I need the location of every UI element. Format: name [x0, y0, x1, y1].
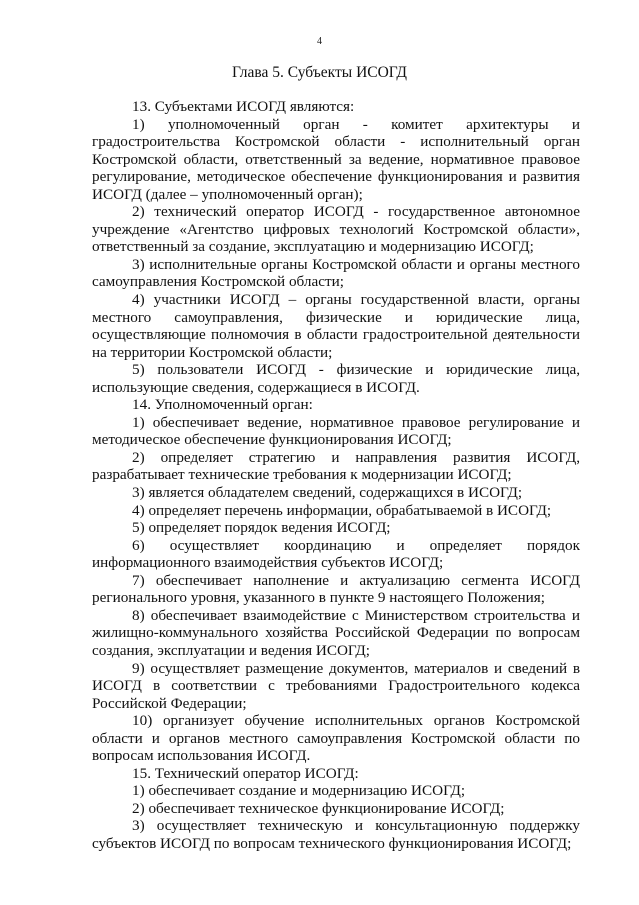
page-number: 4 — [317, 36, 322, 47]
paragraph: 14. Уполномоченный орган: — [132, 396, 313, 414]
paragraph: 10) организует обучение исполнительных органов Костромской области и органов местного самоуправления Костромской области по вопросам использования ИСОГД. — [92, 712, 580, 765]
paragraph: 9) осуществляет размещение документов, материалов и сведений в ИСОГД в соответствии с требованиями Градостроительного кодекса Российской Федерации; — [92, 659, 580, 712]
paragraph: 4) участники ИСОГД – органы государственной власти, органы местного самоуправления, физические и юридические лица, осуществляющие полномочия в области градостроительной деятельности на территории Костромской области; — [92, 291, 580, 361]
paragraph: 1) уполномоченный орган - комитет архитектуры и градостроительства Костромской области - исполнительный орган Костромской области, ответственный за ведение, нормативное правовое регулирование, методическое обеспечение функционирования и развития ИСОГД (далее – уполномоченный орган); — [92, 115, 580, 203]
paragraph: 3) является обладателем сведений, содержащихся в ИСОГД; — [132, 484, 523, 502]
paragraph: 3) исполнительные органы Костромской области и органы местного самоуправления Костромской области; — [92, 255, 580, 291]
paragraph: 8) обеспечивает взаимодействие с Министерством строительства и жилищно-коммунального хозяйства Российской Федерации по вопросам создания, эксплуатации и ведения ИСОГД; — [92, 606, 580, 659]
paragraph: 2) обеспечивает техническое функционирование ИСОГД; — [132, 799, 505, 817]
chapter-title: Глава 5. Субъекты ИСОГД — [232, 64, 407, 81]
paragraph: 2) определяет стратегию и направления развития ИСОГД, разрабатывает технические требования к модернизации ИСОГД; — [92, 448, 580, 484]
paragraph: 15. Технический оператор ИСОГД: — [132, 764, 359, 782]
paragraph: 6) осуществляет координацию и определяет порядок информационного взаимодействия субъектов ИСОГД; — [92, 536, 580, 572]
document-body — [92, 98, 580, 853]
paragraph: 1) обеспечивает ведение, нормативное правовое регулирование и методическое обеспечение функционирования ИСОГД; — [92, 413, 580, 449]
paragraph: 7) обеспечивает наполнение и актуализацию сегмента ИСОГД регионального уровня, указанного в пункте 9 настоящего Положения; — [92, 571, 580, 607]
paragraph: 13. Субъектами ИСОГД являются: — [132, 98, 355, 115]
paragraph: 3) осуществляет техническую и консультационную поддержку субъектов ИСОГД по вопросам технического функционирования ИСОГД; — [92, 817, 580, 852]
paragraph: 1) обеспечивает создание и модернизацию ИСОГД; — [132, 782, 466, 800]
paragraph: 5) пользователи ИСОГД - физические и юридические лица, использующие сведения, содержащиеся в ИСОГД. — [92, 361, 580, 396]
paragraph: 4) определяет перечень информации, обрабатываемой в ИСОГД; — [132, 501, 552, 519]
paragraph: 5) определяет порядок ведения ИСОГД; — [132, 519, 391, 537]
paragraph: 2) технический оператор ИСОГД - государственное автономное учреждение «Агентство цифровых технологий Костромской области», ответственный за создание, эксплуатацию и модернизацию ИСОГД; — [92, 203, 580, 256]
